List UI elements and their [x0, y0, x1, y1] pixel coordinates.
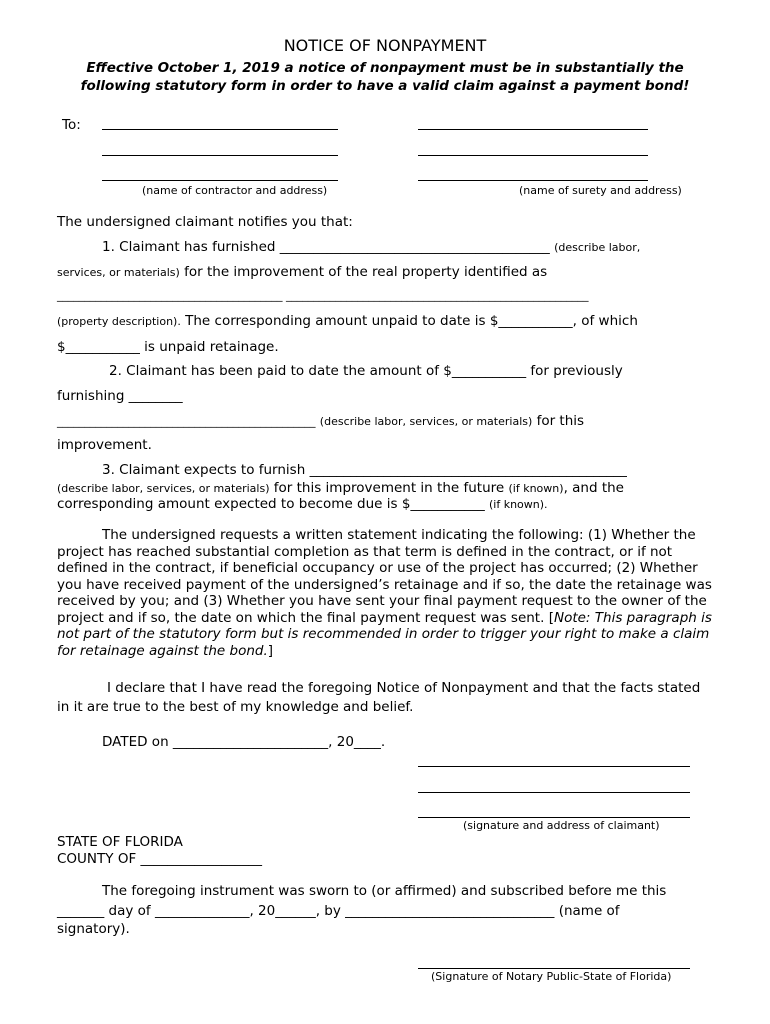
item3-if-known-2: (if known). [489, 498, 548, 511]
item2-furnishing: furnishing ________ [57, 388, 183, 404]
notary-signature-line[interactable] [418, 968, 690, 969]
county-label: COUNTY OF __________________ [57, 851, 262, 867]
claimant-signature-line-1[interactable] [418, 766, 690, 767]
surety-line-3[interactable] [418, 180, 648, 181]
sworn-line-3: signatory). [57, 921, 130, 937]
item1-describe: (describe labor, [554, 241, 641, 254]
sworn-line-2: _______ day of ______________, 20______, by _______________________________ (name of [57, 903, 620, 919]
surety-caption: (name of surety and address) [519, 184, 682, 197]
item1-retainage: $___________ is unpaid retainage. [57, 339, 279, 355]
contractor-line-2[interactable] [102, 155, 338, 156]
item1-property: (property description). [57, 315, 181, 328]
item3-future: for this improvement in the future [273, 480, 505, 496]
item1-services-line [57, 264, 547, 280]
item2-for-this: for this [536, 413, 585, 429]
item3-corresponding: corresponding amount expected to become due is $___________ [57, 496, 485, 512]
page-title: NOTICE OF NONPAYMENT [283, 36, 487, 55]
item1-property-line [57, 313, 638, 329]
state-label: STATE OF FLORIDA [57, 834, 183, 850]
request-text: The undersigned requests a written statement indicating the following: (1) Whether the project has reached substantial completion as that term is defined in the contract, or if not defined in the contract, if beneficial occupancy or use of the project has occurred; (2) Whether you have received payment of the undersigned’s retainage and if so, the date the retainage was received by you; and (3) Whether you have sent your final payment request to the owner of the project and if so, the date on which the final payment request was sent. [57, 527, 712, 626]
item2-blank: _______________________________________________ [57, 415, 316, 428]
claimant-signature-line-3[interactable] [418, 817, 690, 818]
item1-improvement: for the improvement of the real property identified as [184, 264, 548, 280]
sworn-line-1: The foregoing instrument was sworn to (or affirmed) and subscribed before me this [102, 883, 667, 899]
item3-if-known: (if known) [508, 482, 564, 495]
item1-line [102, 239, 640, 255]
surety-line-1[interactable] [418, 129, 648, 130]
to-label: To: [62, 117, 81, 133]
claimant-signature-line-2[interactable] [418, 792, 690, 793]
declare-line-1: I declare that I have read the foregoing Notice of Nonpayment and that the facts stated [107, 680, 701, 696]
effective-notice-line-2: following statutory form in order to have a valid claim against a payment bond! [80, 78, 690, 94]
item2-describe-line [57, 413, 584, 429]
notifies-heading: The undersigned claimant notifies you that: [57, 214, 353, 230]
dated-line: DATED on _______________________, 20____. [102, 734, 386, 750]
notary-caption: (Signature of Notary Public-State of Florida) [431, 970, 672, 983]
item3-describe: (describe labor, services, or materials) [57, 482, 270, 495]
item3-start: 3. Claimant expects to furnish _______________________________________________ [102, 462, 627, 478]
item1-amount-unpaid: The corresponding amount unpaid to date is $___________, of which [185, 313, 638, 329]
item1-services: services, or materials) [57, 266, 180, 279]
item3-corresponding-line [57, 496, 548, 512]
surety-line-2[interactable] [418, 155, 648, 156]
claimant-caption: (signature and address of claimant) [463, 819, 660, 832]
declare-line-2: in it are true to the best of my knowledge and belief. [57, 699, 414, 715]
item2-improvement: improvement. [57, 437, 152, 453]
effective-notice-line-1: Effective October 1, 2019 a notice of nonpayment must be in substantially the [86, 60, 684, 76]
contractor-line-1[interactable] [102, 129, 338, 130]
item1-blank-line: _________________________________________ _______________________________________________________ [57, 289, 589, 302]
item3-and-the: , and the [563, 480, 624, 496]
contractor-caption: (name of contractor and address) [142, 184, 328, 197]
item3-describe-line [57, 480, 624, 496]
item2-start: 2. Claimant has been paid to date the amount of $___________ for previously [109, 363, 623, 379]
retainage-note: Note: This paragraph is not part of the statutory form but is recommended in order to trigger your right to make a claim for retainage against the bond. [57, 609, 712, 659]
item2-describe: (describe labor, services, or materials) [319, 415, 533, 428]
item1-start: 1. Claimant has furnished ________________________________________ [102, 239, 550, 255]
contractor-line-3[interactable] [102, 180, 338, 181]
request-paragraph: The undersigned requests a written statement indicating the following: (1) Whether the project has reached substantial completion as that term is defined in the contract, or if not defined in the contract, if beneficial occupancy or use of the project has occurred; (2) Whether you have received payment of the undersigned’s retainage and if so, the date the retainage was received by you; and (3) Whether you have sent your final payment request to the owner of the project and if so, the date on which the final payment request was sent. [Note: This paragraph is not part of the statutory form but is recommended in order to trigger your right to make a claim for retainage against the bond.] [57, 527, 712, 659]
